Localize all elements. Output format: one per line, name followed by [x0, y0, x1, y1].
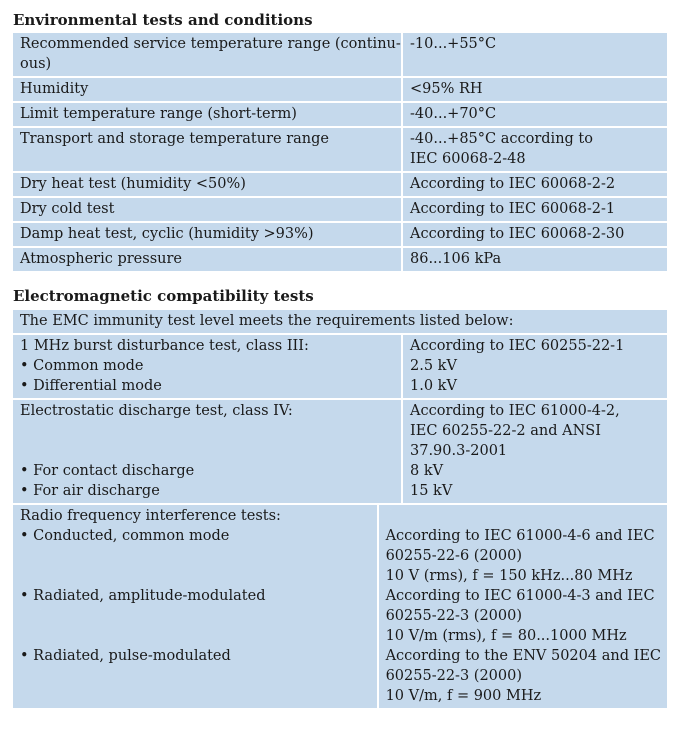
table-row	[13, 400, 667, 505]
value-line: -40...+70°C	[410, 106, 497, 122]
row-label	[13, 128, 403, 171]
value-line: IEC 60068-2-48	[410, 151, 526, 167]
value-line: IEC 60255-22-2 and ANSI	[410, 423, 601, 439]
table-row	[13, 310, 667, 335]
value-line: 10 V (rms), f = 150 kHz...80 MHz	[385, 568, 633, 584]
table-row	[13, 335, 667, 400]
env-section-title: Environmental tests and conditions	[13, 11, 313, 29]
env-table	[13, 33, 667, 271]
row-label	[13, 335, 403, 398]
burst-value: According to IEC 60255-22-1	[410, 338, 625, 354]
value-line: 10 V/m, f = 900 MHz	[385, 688, 542, 704]
bullet-item: • Common mode	[20, 356, 395, 376]
label-line: Recommended service temperature range (continu-	[20, 36, 401, 52]
value-line: 8 kV	[410, 463, 444, 479]
row-value	[403, 248, 667, 271]
value-line: 60255-22-6 (2000)	[385, 548, 523, 564]
row-value	[403, 173, 667, 196]
value-line: 60255-22-3 (2000)	[385, 608, 523, 624]
row-value	[403, 400, 667, 503]
row-value	[379, 505, 667, 708]
row-label	[13, 248, 403, 271]
value-line: According to IEC 60068-2-1	[410, 201, 616, 217]
row-value	[403, 78, 667, 101]
bullet-item: • For air discharge	[20, 481, 395, 501]
table-row	[13, 33, 667, 78]
emc-section-title: Electromagnetic compatibility tests	[13, 287, 314, 305]
row-value	[403, 335, 667, 398]
table-row	[13, 78, 667, 103]
table-row	[13, 198, 667, 223]
bullet-item: • Conducted, common mode	[20, 526, 371, 546]
value-line: <95% RH	[410, 81, 483, 97]
intro-text: The EMC immunity test level meets the requirements listed below:	[20, 313, 514, 329]
row-value	[403, 198, 667, 221]
value-line: 15 kV	[410, 483, 453, 499]
table-row	[13, 103, 667, 128]
table-row	[13, 223, 667, 248]
emc-table	[13, 310, 667, 708]
bullet-item: • For contact discharge	[20, 461, 395, 481]
row-label	[13, 173, 403, 196]
value-line: 60255-22-3 (2000)	[385, 668, 523, 684]
row-label	[13, 103, 403, 126]
row-label	[13, 505, 379, 708]
emc-intro	[13, 310, 667, 333]
value-line: 37.90.3-2001	[410, 443, 508, 459]
burst-label: 1 MHz burst disturbance test, class III:	[20, 338, 309, 354]
rfi-label: Radio frequency interference tests:	[20, 508, 281, 524]
value-line: According to IEC 61000-4-6 and IEC	[385, 528, 655, 544]
label-line: Damp heat test, cyclic (humidity >93%)	[20, 226, 314, 242]
row-value	[403, 103, 667, 126]
value-line: -40...+85°C according to	[410, 131, 593, 147]
table-row	[13, 248, 667, 271]
bullet-item: • Radiated, pulse-modulated	[20, 646, 371, 666]
value-line: According to IEC 61000-4-3 and IEC	[385, 588, 655, 604]
table-row	[13, 128, 667, 173]
value-line: According to IEC 61000-4-2,	[410, 403, 620, 419]
label-line: Transport and storage temperature range	[20, 131, 329, 147]
value-line: 86...106 kPa	[410, 251, 502, 267]
label-line: Limit temperature range (short-term)	[20, 106, 297, 122]
row-label	[13, 33, 403, 76]
row-value	[403, 33, 667, 76]
label-line: Atmospheric pressure	[20, 251, 182, 267]
value-line: According to the ENV 50204 and IEC	[385, 648, 661, 664]
value-line: According to IEC 60068-2-2	[410, 176, 616, 192]
row-value	[403, 128, 667, 171]
value-line: 10 V/m (rms), f = 80...1000 MHz	[385, 628, 627, 644]
value-line: According to IEC 60068-2-30	[410, 226, 625, 242]
table-row	[13, 505, 667, 708]
row-label	[13, 400, 403, 503]
value-line: -10...+55°C	[410, 36, 497, 52]
row-value	[403, 223, 667, 246]
table-row	[13, 173, 667, 198]
row-label	[13, 223, 403, 246]
row-label	[13, 78, 403, 101]
label-line: Dry cold test	[20, 201, 115, 217]
value-line: 2.5 kV	[410, 358, 457, 374]
label-line: ous)	[20, 56, 52, 72]
label-line: Dry heat test (humidity <50%)	[20, 176, 246, 192]
esd-label: Electrostatic discharge test, class IV:	[20, 403, 293, 419]
value-line: 1.0 kV	[410, 378, 457, 394]
label-line: Humidity	[20, 81, 89, 97]
row-label	[13, 198, 403, 221]
bullet-item: • Differential mode	[20, 376, 395, 396]
bullet-item: • Radiated, amplitude-modulated	[20, 586, 371, 606]
